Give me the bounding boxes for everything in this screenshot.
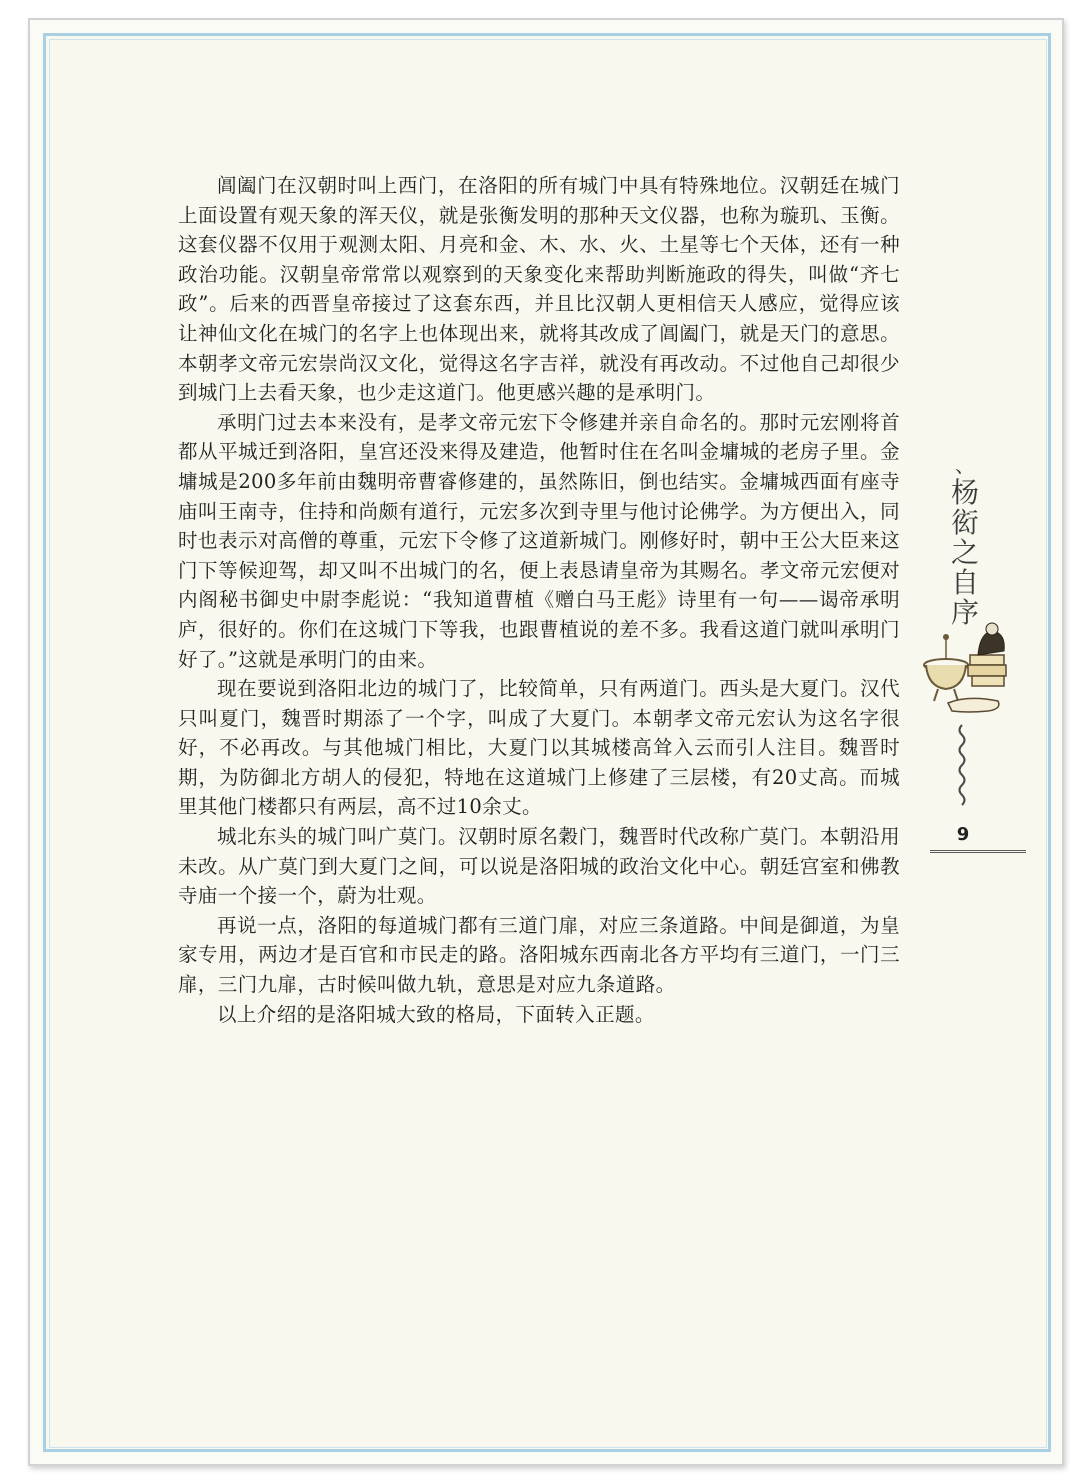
paragraph: 城北东头的城门叫广莫门。汉朝时原名穀门，魏晋时代改称广莫门。本朝沿用未改。从广莫门到大夏门之间，可以说是洛阳城的政治文化中心。朝廷宫室和佛教寺庙一个接一个，蔚为壮观。 [178,825,900,908]
chapter-side-title [948,453,982,629]
paragraph: 再说一点，洛阳的每道城门都有三道门扉，对应三条道路。中间是御道，为皇家专用，两边才是百官和市民走的路。洛阳城东西南北各方平均有三道门，一门三扉，三门九扉，古时候叫做九轨，意思是对应九条道路。 [178,913,900,997]
side-title-char: 之 [950,536,979,569]
page-number: 9 [956,824,970,845]
paragraph: 现在要说到洛阳北边的城门了，比较简单，只有两道门。西头是大夏门。汉代只叫夏门，魏晋时期添了一个字，叫成了大夏门。本朝孝文帝元宏认为这名字很好，不必再改。与其他城门相比，大夏门以其城楼高耸入云而引人注目。魏晋时期，为防御北方胡人的侵犯，特地在这道城门上修建了三层楼，有20丈高。而城里其他门楼都只有两层，高不过10余丈。 [178,677,900,819]
scholar-desk-illustration [918,615,1018,830]
side-title-char: 、 [955,453,975,477]
paragraph: 以上介绍的是洛阳城大致的格局，下面转入正题。 [217,1002,655,1026]
page-number-rule [930,850,1026,853]
side-title-char: 序 [950,596,979,629]
paragraph: 承明门过去本来没有，是孝文帝元宏下令修建并亲自命名的。那时元宏刚将首都从平城迁到洛阳，皇宫还没来得及建造，他暂时住在名叫金墉城的老房子里。金墉城是200多年前由魏明帝曹睿修建的，虽然陈旧，倒也结实。金墉城西面有座寺庙叫王南寺，住持和尚颇有道行，元宏多次到寺里与他讨论佛学。为方便出入，同时也表示对高僧的尊重，元宏下令修了这道新城门。刚修好时，朝中王公大臣来这门下等候迎驾，却又叫不出城门的名，便上表恳请皇帝为其赐名。孝文帝元宏便对内阁秘书御史中尉李彪说：“我知道曹植《赠白马王彪》诗里有一句——谒帝承明庐，很好的。你们在这城门下等我，也跟曹植说的差不多。我看这道门就叫承明门好了。”这就是承明门的由来。 [178,410,900,671]
side-title-char: 杨 [950,476,979,509]
side-title-char: 衒 [950,506,979,539]
side-title-char: 自 [950,566,979,599]
paragraph: 阊阖门在汉朝时叫上西门，在洛阳的所有城门中具有特殊地位。汉朝廷在城门上面设置有观天象的浑天仪，就是张衡发明的那种天文仪器，也称为璇玑、玉衡。这套仪器不仅用于观测太阳、月亮和金、木、水、火、土星等七个天体，还有一种政治功能。汉朝皇帝常常以观察到的天象变化来帮助判断施政的得失，叫做“齐七政”。后来的西晋皇帝接过了这套东西，并且比汉朝人更相信天人感应，觉得应该让神仙文化在城门的名字上也体现出来，就将其改成了阊阖门，就是天门的意思。本朝孝文帝元宏崇尚汉文化，觉得这名字吉祥，就没有再改动。不过他自己却很少到城门上去看天象，也少走这道门。他更感兴趣的是承明门。 [178,174,900,405]
body-text [178,171,900,1029]
